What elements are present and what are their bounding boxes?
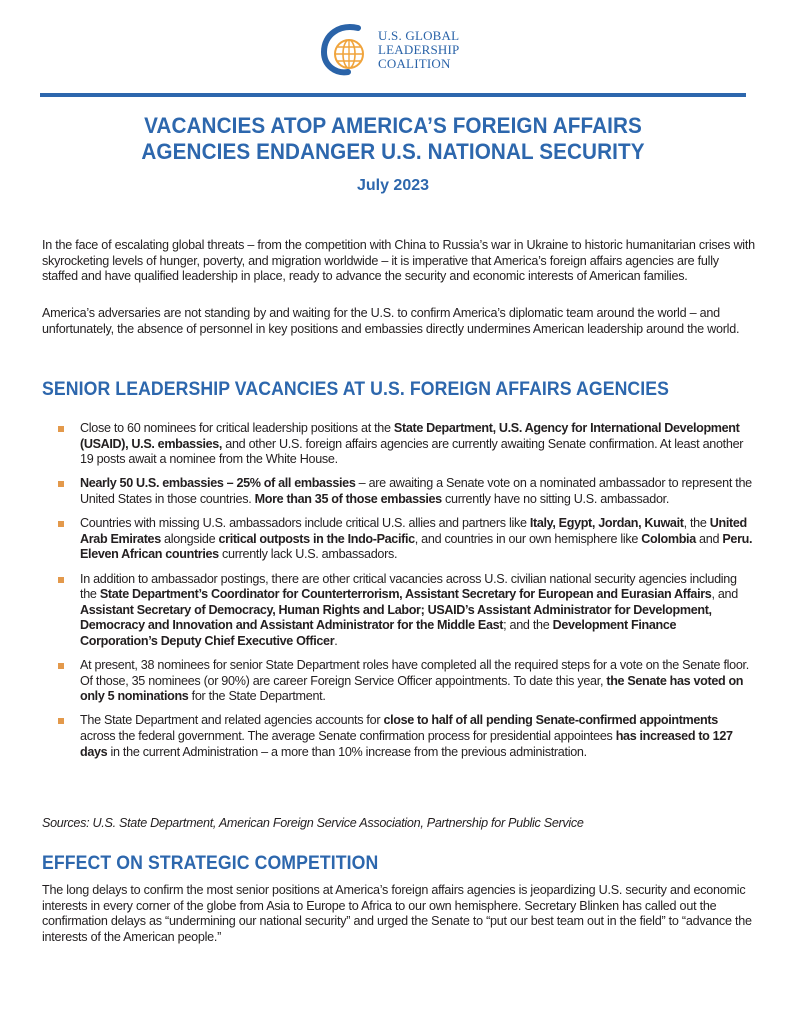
bold-text: Italy, Egypt, Jordan, Kuwait <box>529 516 684 531</box>
bold-text: Assistant Secretary of Democracy, Human Rights and Labor; USAID’s Assistant Administrator for Development, Democracy and Innovation and Assistant Administrator for the Middle East <box>80 602 712 633</box>
header-divider <box>40 93 746 97</box>
bold-text: United Arab Emirates <box>80 516 747 546</box>
bullet-item <box>42 476 754 507</box>
bullet-item <box>42 658 754 705</box>
text: in the current Administration – a more than 10% increase from the previous administration. <box>107 744 587 759</box>
bold-text: Development Finance Corporation’s Deputy Chief Executive Officer <box>80 618 677 648</box>
section-heading-strategic-competition: EFFECT ON STRATEGIC COMPETITION <box>42 853 379 874</box>
bullet-square-icon <box>58 481 64 487</box>
logo-line-1: U.S. GLOBAL <box>378 28 460 43</box>
intro-paragraph-1: In the face of escalating global threats – from the competition with China to Russia’s war in Ukraine to historic humanitarian crises with skyrocketing levels of hunger, poverty, and migration worldwide – it is imperative that America’s foreign affairs agencies are fully staffed and have qualified leadership in place, ready to advance the security and economic interests of American families. <box>42 238 755 284</box>
bold-text: Peru. Eleven African countries <box>80 531 753 562</box>
text: In addition to ambassador postings, there are other critical vacancies across U.S. civilian national security agencies including the <box>80 571 737 602</box>
bullet-item <box>42 421 754 468</box>
bullet-square-icon <box>58 426 64 432</box>
bold-text: Nearly 50 U.S. embassies – 25% of all embassies <box>80 476 356 491</box>
bullet-item <box>42 713 754 760</box>
title-line-1: VACANCIES ATOP AMERICA’S FOREIGN AFFAIRS <box>144 113 642 138</box>
text: At present, 38 nominees for senior State Department roles have completed all the required steps for a vote on the Senate floor. Of those, 35 nominees (or 90%) are career Foreign Service Officer appointments. To date this year, <box>80 658 749 688</box>
text: and <box>695 531 723 546</box>
sources-citation: Sources: U.S. State Department, American Foreign Service Association, Partnership for Public Service <box>42 816 584 830</box>
intro-paragraph-2: America’s adversaries are not standing by and waiting for the U.S. to confirm America’s diplomatic team around the world – and unfortunately, the absence of personnel in key positions and embassies directly undermines American leadership around the world. <box>42 306 740 336</box>
bullet-square-icon <box>58 521 64 527</box>
text: for the State Department. <box>188 689 326 704</box>
text: , and countries in our own hemisphere like <box>414 531 642 546</box>
logo-line-2: LEADERSHIP <box>378 42 460 57</box>
bold-text: has increased to 127 days <box>80 729 733 759</box>
document-date: July 2023 <box>356 177 430 194</box>
bullet-square-icon <box>58 718 64 724</box>
logo-line-3: COALITION <box>378 56 451 71</box>
text: Countries with missing U.S. ambassadors include critical U.S. allies and partners like <box>80 516 530 531</box>
vacancies-bullet-list <box>42 421 754 769</box>
bold-text: More than 35 of those embassies <box>254 491 442 506</box>
text: – are awaiting a Senate vote on a nominated ambassador to represent the United States in those countries. <box>80 476 752 506</box>
globe-logo-icon <box>318 22 374 78</box>
document-title <box>68 113 718 165</box>
bullet-item <box>42 516 754 563</box>
bullet-item <box>42 572 754 650</box>
bullet-square-icon <box>58 577 64 583</box>
bold-text: critical outposts in the Indo-Pacific <box>218 531 415 546</box>
text: , and <box>711 587 738 602</box>
text: Close to 60 nominees for critical leadership positions at the <box>80 421 394 435</box>
bold-text: Colombia <box>641 531 696 546</box>
bold-text: close to half of all pending Senate-confirmed appointments <box>383 713 718 728</box>
bold-text: State Department’s Coordinator for Counterterrorism, Assistant Secretary for European and Eurasian Affairs <box>99 587 712 602</box>
title-line-2: AGENCIES ENDANGER U.S. NATIONAL SECURITY <box>141 139 645 164</box>
uglc-logo <box>318 22 478 78</box>
text: currently lack U.S. ambassadors. <box>218 547 398 562</box>
text: across the federal government. The average Senate confirmation process for presidential appointees <box>80 729 616 744</box>
text: ; and the <box>503 618 553 633</box>
text: The State Department and related agencies accounts for <box>80 713 384 728</box>
bullet-square-icon <box>58 663 64 669</box>
text: , the <box>683 516 710 531</box>
bold-text: the Senate has voted on only 5 nominations <box>80 673 744 704</box>
text: . <box>334 633 338 648</box>
text: currently have no sitting U.S. ambassador. <box>441 491 670 506</box>
logo-wordmark <box>378 29 459 71</box>
bold-text: State Department, U.S. Agency for International Development (USAID), U.S. embassies, <box>80 421 740 451</box>
text: and other U.S. foreign affairs agencies are currently awaiting Senate confirmation. At least another 19 posts await a nominee from the White House. <box>80 436 744 467</box>
section-heading-vacancies: SENIOR LEADERSHIP VACANCIES AT U.S. FOREIGN AFFAIRS AGENCIES <box>42 379 670 400</box>
strategic-competition-paragraph: The long delays to confirm the most senior positions at America’s foreign affairs agencies is jeopardizing U.S. security and economic interests in every corner of the globe from Asia to Europe to Africa to our own hemisphere. Secretary Blinken has called out the confirmation delays as “undermining our national security” and urged the Senate to “put our best team out in the field” to “advance the interests of the American people.” <box>42 883 752 944</box>
text: alongside <box>160 531 219 546</box>
